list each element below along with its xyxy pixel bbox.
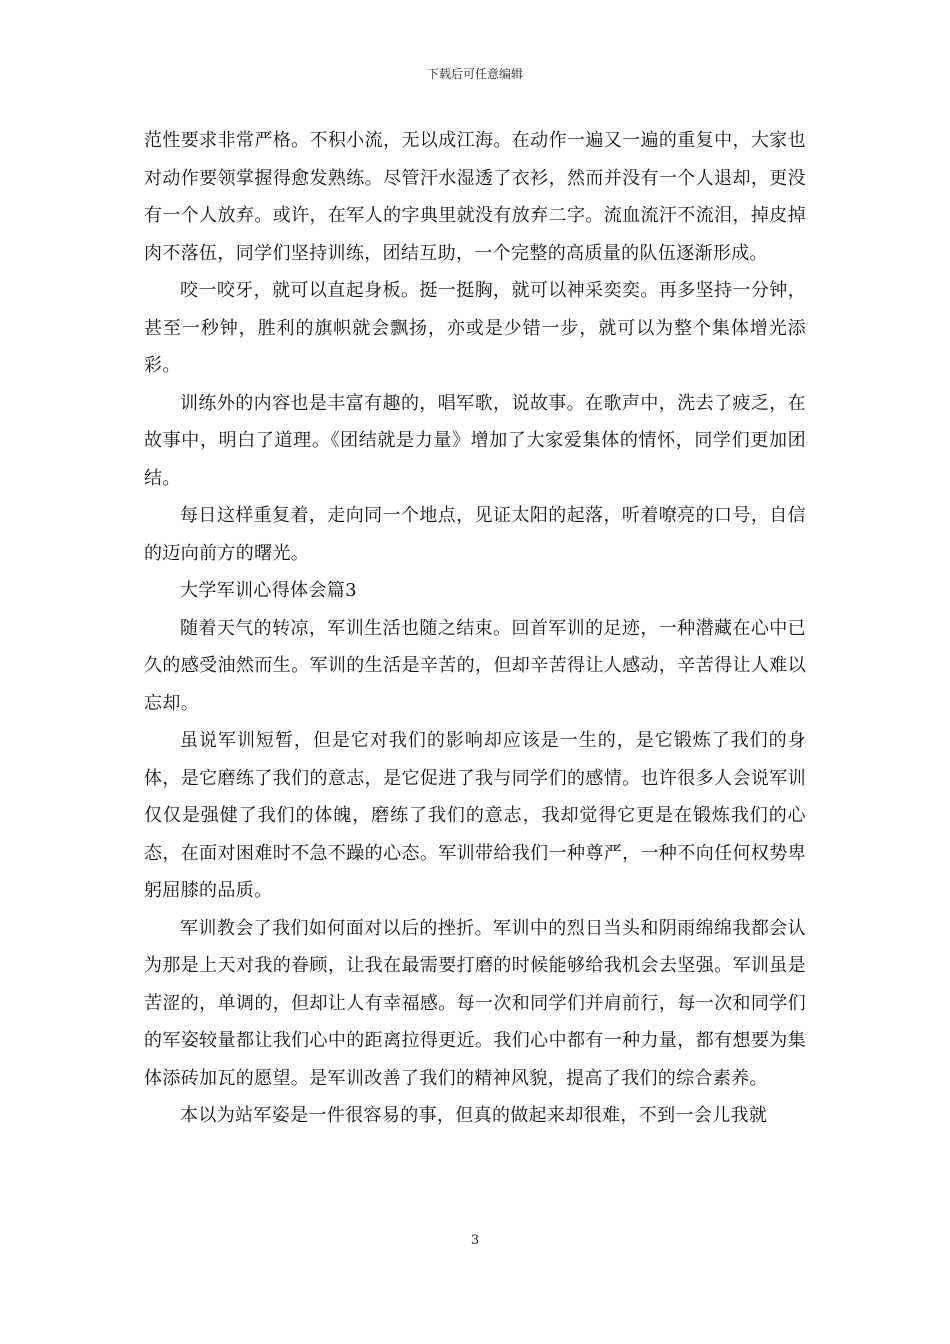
page-number: 3 xyxy=(470,1233,480,1248)
paragraph-continued: 范性要求非常严格。不积小流，无以成江海。在动作一遍又一遍的重复中，大家也对动作要领掌握得愈发熟练。尽管汗水湿透了衣衫，然而并没有一个人退却，更没有一个人放弃。或许，在军人的字典里就没有放弃二字。流血流汗不流泪，掉皮掉肉不落伍，同学们坚持训练，团结互助，一个完整的高质量的队伍逐渐形成。 xyxy=(144,130,806,264)
paragraph: 训练外的内容也是丰富有趣的，唱军歌，说故事。在歌声中，洗去了疲乏，在故事中，明白了道理。《团结就是力量》增加了大家爱集体的情怀，同学们更加团结。 xyxy=(144,392,806,489)
paragraph: 虽说军训短暂，但是它对我们的影响却应该是一生的，是它锻炼了我们的身体，是它磨练了我们的意志，是它促进了我与同学们的感情。也许很多人会说军训仅仅是强健了我们的体魄，磨练了我们的意志，我却觉得它更是在锻炼我们的心态，在面对困难时不急不躁的心态。军训带给我们一种尊严，一种不向任何权势卑躬屈膝的品质。 xyxy=(144,730,806,901)
paragraph: 随着天气的转凉，军训生活也随之结束。回首军训的足迹，一种潜藏在心中已久的感受油然而生。军训的生活是辛苦的，但却辛苦得让人感动，辛苦得让人难以忘却。 xyxy=(144,617,806,714)
paragraph: 每日这样重复着，走向同一个地点，见证太阳的起落，听着嘹亮的口号，自信的迈向前方的曙光。 xyxy=(144,505,806,564)
page-header: 下载后可任意编辑 xyxy=(426,67,523,81)
document-body xyxy=(144,122,806,1135)
paragraph: 咬一咬牙，就可以直起身板。挺一挺胸，就可以神采奕奕。再多坚持一分钟，甚至一秒钟，胜利的旗帜就会飘扬，亦或是少错一步，就可以为整个集体增光添彩。 xyxy=(144,280,806,376)
paragraph: 军训教会了我们如何面对以后的挫折。军训中的烈日当头和阴雨绵绵我都会认为那是上天对我的眷顾，让我在最需要打磨的时候能够给我机会去坚强。军训虽是苦涩的，单调的，但却让人有幸福感。每一次和同学们并肩前行，每一次和同学们的军姿较量都让我们心中的距离拉得更近。我们心中都有一种力量，都有想要为集体添砖加瓦的愿望。是军训改善了我们的精神风貌，提高了我们的综合素养。 xyxy=(144,917,806,1089)
section-heading: 大学军训心得体会篇3 xyxy=(180,580,357,601)
paragraph: 本以为站军姿是一件很容易的事，但真的做起来却很难，不到一会儿我就 xyxy=(180,1105,768,1126)
